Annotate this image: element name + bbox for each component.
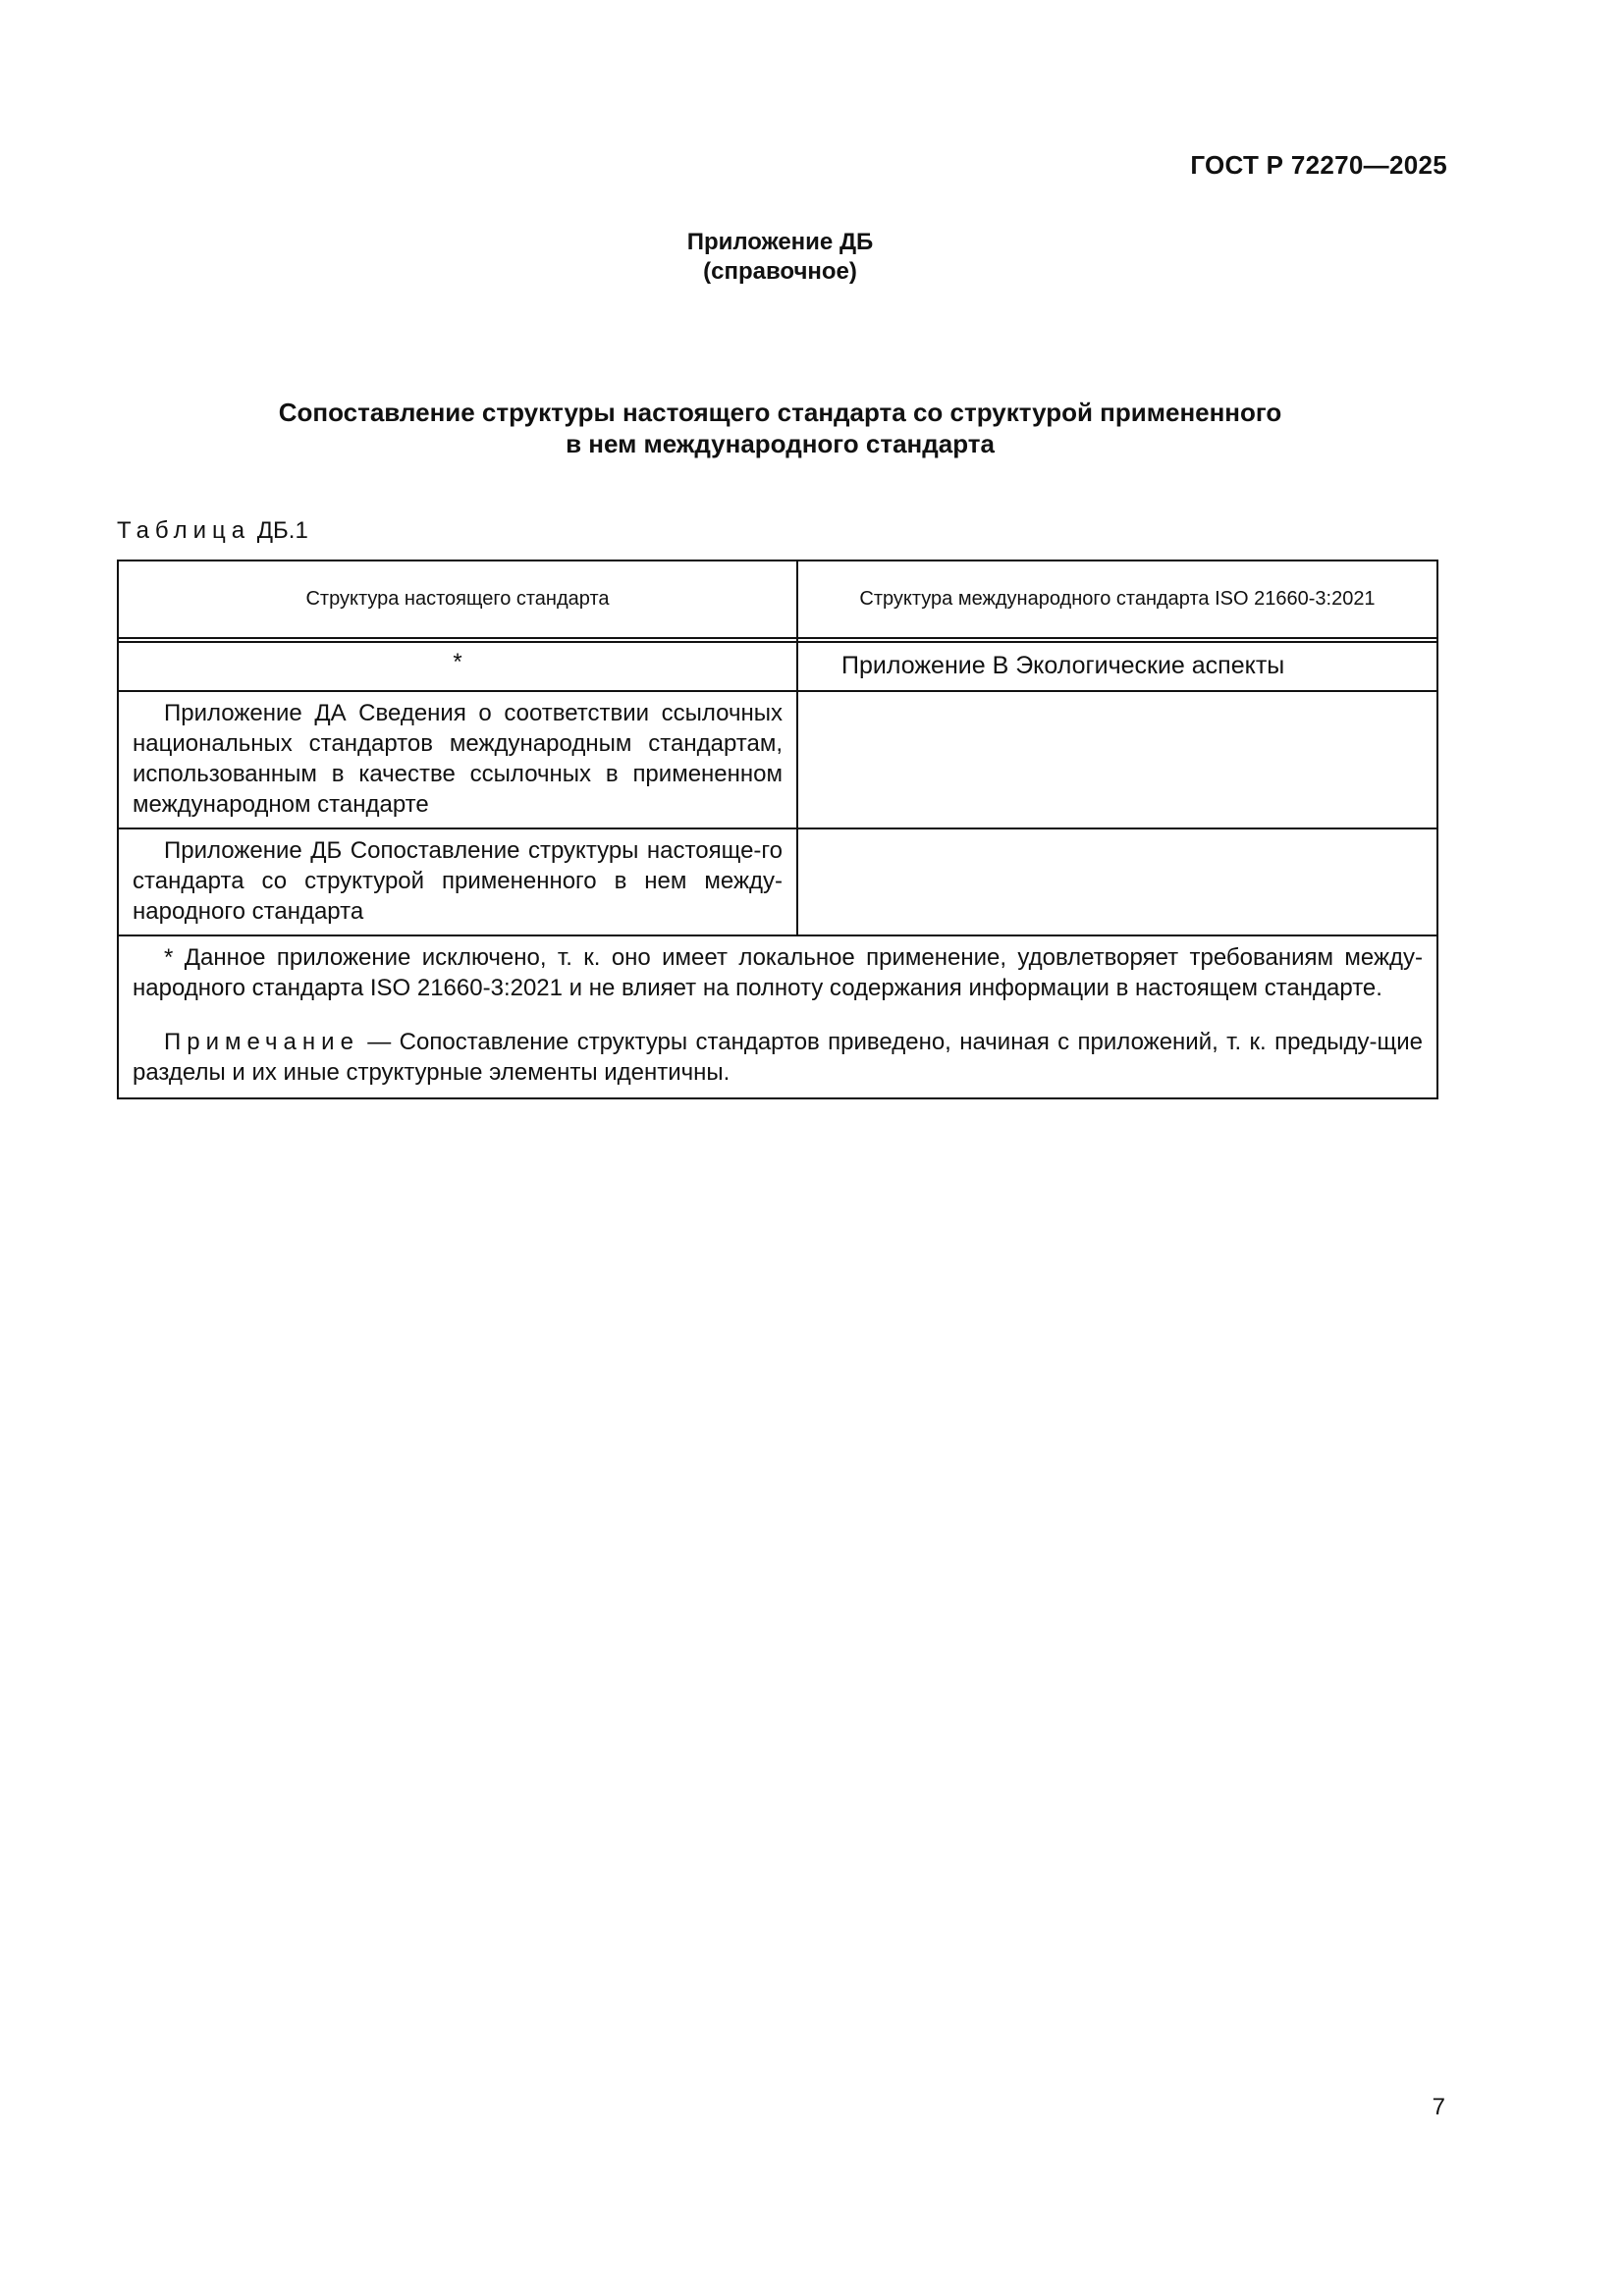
table-cell [797,828,1437,935]
table-cell [797,691,1437,828]
table-cell [797,642,1437,691]
table-row [118,828,1437,935]
table-notes-row [118,935,1437,1098]
cell-text: Приложение ДА Сведения о соответствии ссылочных национальных стандартов международным стандартам, использованным в качестве ссылочных в примененном международном стандарте [133,700,783,818]
column-header-international: Структура международного стандарта ISO 21660-3:2021 [797,561,1437,638]
cell-text: * [453,649,462,675]
table-notes-cell [118,935,1437,1098]
table-cell [118,642,797,691]
table-caption-number: ДБ.1 [256,517,308,544]
table-header-row [118,561,1437,638]
table-footnote: * Данное приложение исключено, т. к. оно имеет локальное применение, удовлетворяет требованиям между-народного стандарта ISO 21660-3:2021 и не влияет на полноту содержания информации в настоящем стандарте. [133,944,1423,1001]
appendix-title-line-1: Сопоставление структуры настоящего стандарта со структурой примененного [278,398,1282,427]
cell-text: Приложение В Экологические аспекты [841,652,1285,679]
appendix-title [0,397,1560,459]
note-text: — Сопоставление структуры стандартов приведено, начиная с приложений, т. к. предыду-щие разделы и их иные структурные элементы идентичны. [133,1029,1423,1086]
table-cell [118,828,797,935]
cell-text [798,829,1436,843]
structure-comparison-table [117,560,1438,1099]
table-caption [117,517,308,545]
cell-text [798,692,1436,706]
note-label: Примечание [164,1029,359,1055]
table-row [118,691,1437,828]
table-row [118,642,1437,691]
appendix-label: Приложение ДБ [686,229,874,255]
appendix-title-line-2: в нем международного стандарта [566,429,995,458]
table-caption-word: Таблица [117,517,251,544]
appendix-heading [0,228,1560,287]
table-cell [118,691,797,828]
cell-text: Приложение ДБ Сопоставление структуры настояще-го стандарта со структурой примененного в нем между-народного стандарта [133,837,783,925]
table-note [133,1027,1423,1088]
column-header-national: Структура настоящего стандарта [118,561,797,638]
table-notes [119,936,1436,1097]
page-number: 7 [1432,2094,1445,2120]
appendix-kind: (справочное) [703,258,857,285]
document-code: ГОСТ Р 72270—2025 [1190,150,1447,180]
